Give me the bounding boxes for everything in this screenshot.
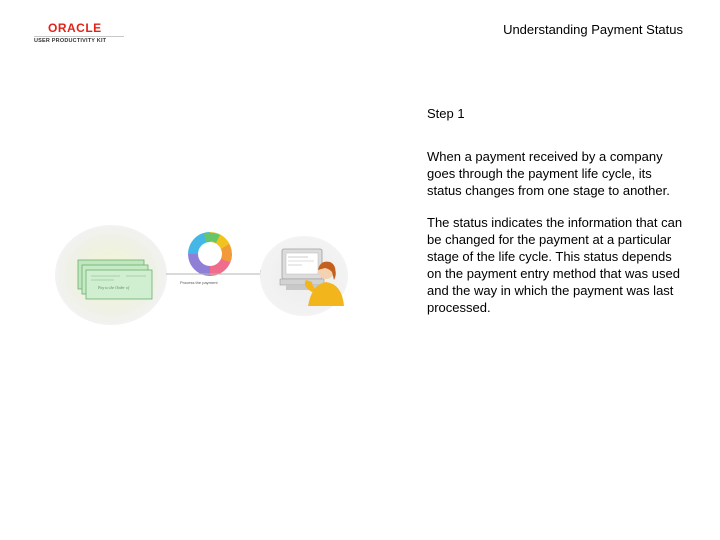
description-paragraph-2: The status indicates the information that can be changed for the payment at a particular stage of the life cycle. This status depends on the payment entry method that was used and the way in which the payment was last processed. <box>427 215 683 315</box>
checks-group <box>55 225 167 325</box>
logo-rule <box>34 36 124 37</box>
check-text: Pay to the Order of <box>98 285 129 290</box>
person-at-computer-icon <box>260 236 348 316</box>
logo-product: USER PRODUCTIVITY KIT <box>34 38 107 44</box>
step-label: Step 1 <box>427 106 465 121</box>
description-paragraph-1: When a payment received by a company goes through the payment life cycle, its status changes from one stage to another. <box>427 149 670 198</box>
description-panel <box>427 148 685 331</box>
logo-brand: ORACLE <box>48 21 102 35</box>
payment-lifecycle-illustration <box>50 218 360 338</box>
page-title: Understanding Payment Status <box>503 22 683 37</box>
lifecycle-wheel-icon <box>188 232 232 276</box>
oracle-upk-logo <box>34 22 124 48</box>
arrow-label: Process the payment <box>180 280 218 285</box>
